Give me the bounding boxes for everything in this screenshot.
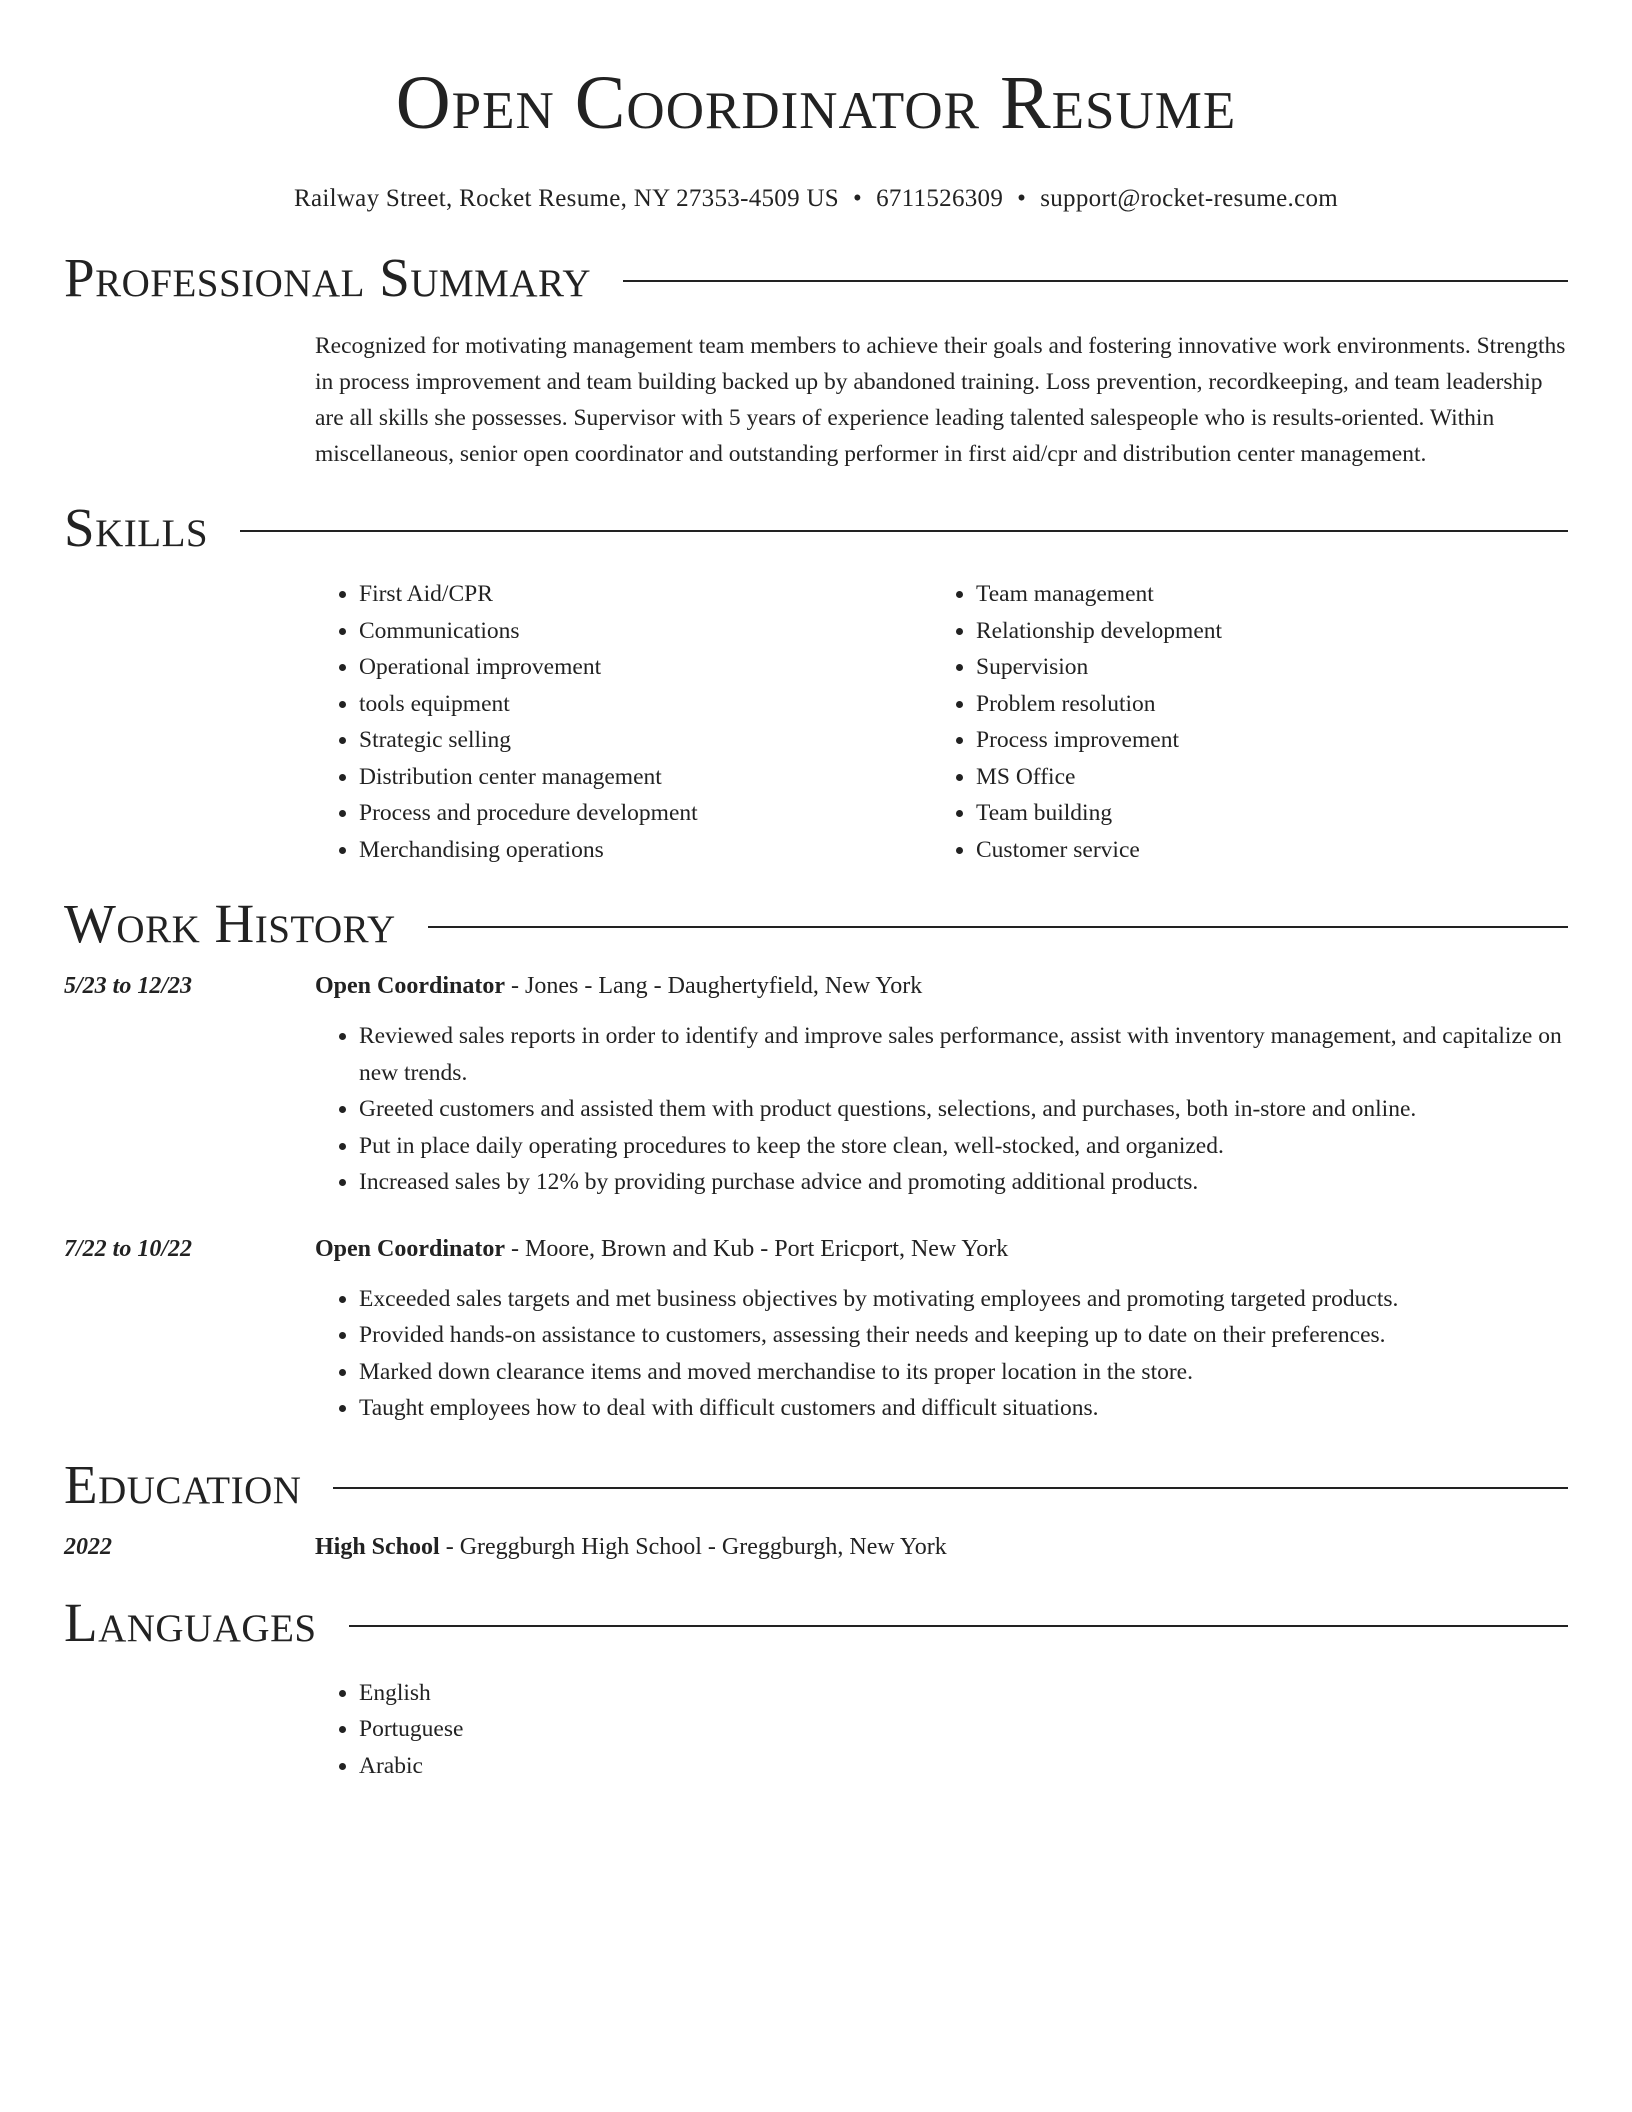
skills-column-left <box>315 576 932 868</box>
education-heading: Education <box>64 1453 302 1515</box>
skill-item: • Operational improvement <box>359 649 932 686</box>
job-title-line <box>315 1231 1568 1267</box>
summary-heading-row <box>64 248 1568 308</box>
job-role: Open Coordinator <box>315 1235 506 1262</box>
education-entry <box>64 1529 1568 1565</box>
summary-text: Recognized for motivating management team members to achieve their goals and fostering innovative work environments. Strengths in process improvement and team building backed up by abandoned training. Loss prevention, recordkeeping, and team leadership are all skills she possesses. Supervisor with 5 years of experience leading talented salespeople who is results-oriented. Within miscellaneous, senior open coordinator and outstanding performer in first aid/cpr and distribution center management. <box>315 333 1566 467</box>
languages-section <box>64 1593 1568 1785</box>
languages-list <box>315 1675 1568 1785</box>
job-bullet: • Put in place daily operating procedures to keep the store clean, well-stocked, and organized. <box>359 1128 1568 1165</box>
job-bullet: • Increased sales by 12% by providing purchase advice and promoting additional products. <box>359 1164 1568 1201</box>
education-section <box>64 1455 1568 1565</box>
skill-item: • tools equipment <box>359 686 932 723</box>
job-bullet: • Exceeded sales targets and met business objectives by motivating employees and promoting targeted products. <box>359 1281 1568 1318</box>
skills-column-right <box>932 576 1549 868</box>
job-bullet: • Marked down clearance items and moved merchandise to its proper location in the store. <box>359 1354 1568 1391</box>
skills-section <box>64 498 1568 868</box>
job-role: Open Coordinator <box>315 973 506 999</box>
education-year: 2022 <box>64 1533 112 1560</box>
contact-separator: • <box>1017 185 1027 212</box>
section-divider <box>349 1625 1568 1627</box>
job-title-line <box>315 968 1568 1004</box>
contact-line <box>64 182 1568 216</box>
skill-item: • Strategic selling <box>359 722 932 759</box>
contact-address: Railway Street, Rocket Resume, NY 27353-4509 US <box>293 185 840 212</box>
section-divider <box>240 530 1568 532</box>
summary-section <box>64 248 1568 472</box>
job-entry <box>64 1231 1568 1427</box>
languages-heading-row <box>64 1593 1568 1653</box>
skills-grid <box>315 576 1568 868</box>
languages-content <box>315 1675 1568 1785</box>
education-degree: High School <box>315 1533 440 1560</box>
job-bullets <box>315 1018 1568 1201</box>
resume-title: Open Coordinator Resume <box>395 61 1237 145</box>
skill-item: • Process improvement <box>976 722 1549 759</box>
language-item: • Arabic <box>359 1748 1568 1785</box>
skills-list-right <box>932 576 1549 868</box>
languages-heading: Languages <box>64 1591 317 1653</box>
skills-heading: Skills <box>64 497 209 558</box>
job-body <box>315 1231 1568 1427</box>
summary-heading: Professional Summary <box>64 247 592 308</box>
job-dates: 7/22 to 10/22 <box>64 1235 193 1262</box>
skill-item: • Customer service <box>976 832 1549 869</box>
job-entry <box>64 968 1568 1201</box>
skills-heading-row <box>64 498 1568 558</box>
job-bullet: • Reviewed sales reports in order to identify and improve sales performance, assist with inventory management, and capitalize on new trends. <box>359 1018 1568 1091</box>
job-bullet: • Provided hands-on assistance to customers, assessing their needs and keeping up to date on their preferences. <box>359 1317 1568 1354</box>
section-divider <box>333 1487 1568 1489</box>
summary-content <box>315 328 1568 472</box>
contact-phone: 6711526309 <box>876 185 1004 212</box>
skill-item: • Problem resolution <box>976 686 1549 723</box>
skill-item: • Supervision <box>976 649 1549 686</box>
section-divider <box>623 280 1568 282</box>
skill-item: • Relationship development <box>976 613 1549 650</box>
language-item: • Portuguese <box>359 1711 1568 1748</box>
job-bullet: • Taught employees how to deal with difficult customers and difficult situations. <box>359 1390 1568 1427</box>
job-details: - Moore, Brown and Kub - Port Ericport, New York <box>505 1235 1009 1262</box>
job-bullet: • Greeted customers and assisted them with product questions, selections, and purchases, both in-store and online. <box>359 1091 1568 1128</box>
education-heading-row <box>64 1455 1568 1515</box>
education-details: - Greggburgh High School - Greggburgh, New York <box>439 1533 947 1560</box>
job-bullets <box>315 1281 1568 1427</box>
education-title-line <box>315 1529 1568 1565</box>
section-divider <box>428 926 1568 928</box>
skills-list-left <box>315 576 932 868</box>
language-item: • English <box>359 1675 1568 1712</box>
contact-email: support@rocket-resume.com <box>1040 185 1339 212</box>
skill-item: • Team building <box>976 795 1549 832</box>
skill-item: • Communications <box>359 613 932 650</box>
job-dates: 5/23 to 12/23 <box>64 973 193 999</box>
skill-item: • Merchandising operations <box>359 832 932 869</box>
contact-separator: • <box>853 185 863 212</box>
work-history-heading-row <box>64 894 1568 954</box>
skill-item: • Distribution center management <box>359 759 932 796</box>
skill-item: • Process and procedure development <box>359 795 932 832</box>
job-details: - Jones - Lang - Daughertyfield, New York <box>505 973 923 999</box>
work-history-section <box>64 894 1568 1427</box>
education-body <box>315 1529 1568 1565</box>
skill-item: • Team management <box>976 576 1549 613</box>
skill-item: • First Aid/CPR <box>359 576 932 613</box>
work-history-heading: Work History <box>64 893 396 954</box>
job-body <box>315 968 1568 1201</box>
skill-item: • MS Office <box>976 759 1549 796</box>
